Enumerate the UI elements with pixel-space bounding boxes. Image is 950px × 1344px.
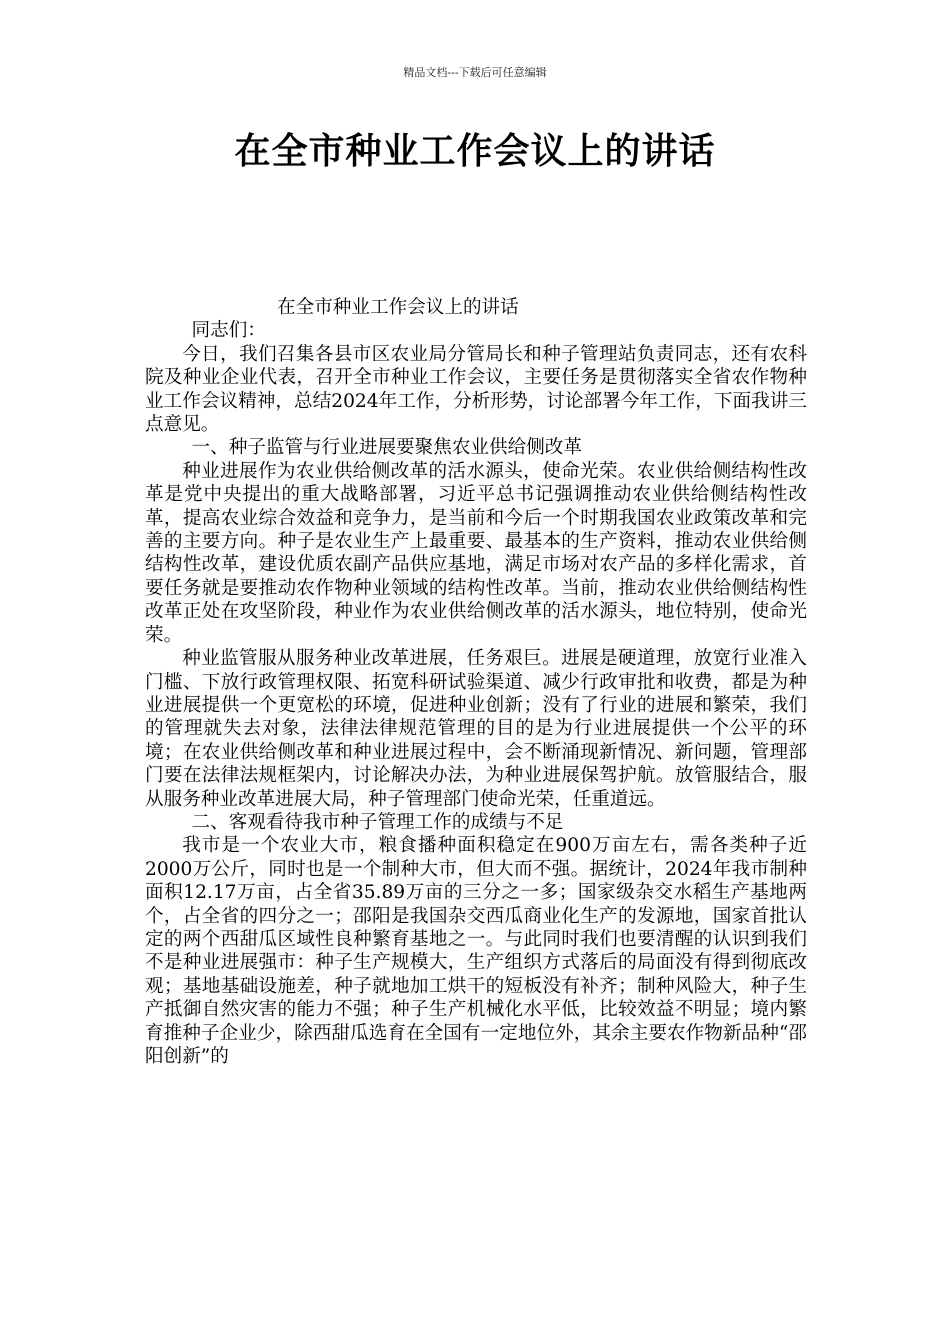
paragraph-city-seed-status: 我市是一个农业大市，粮食播种面积稳定在900万亩左右，需各类种子近2000万公斤，同时也是一个制种大市，但大而不强。据统计，2024年我市制种面积12.17万亩，占全省35.89万亩的三分之一多；国家级杂交水稻生产基地两个，占全省的四分之一；邵阳是我国杂交西瓜商业化生产的发源地，国家首批认定的两个西甜瓜区域性良种繁育基地之一。与此同时我们也要清醒的认识到我们不是种业进展强市：种子生产规模大，生产组织方式落后的局面没有得到彻底改观；基地基础设施差，种子就地加工烘干的短板没有补齐；制种风险大，种子生产抵御自然灾害的能力不强；种子生产机械化水平低，比较效益不明显；境内繁育推种子企业少，除西甜瓜选育在全国有一定地位外，其余主要农作物新品种“邵阳创新”的	[145, 835, 807, 1067]
header-note: 精品文档---下载后可任意编辑	[403, 66, 547, 79]
page-title: 在全市种业工作会议上的讲话	[234, 131, 716, 172]
speech-subtitle: 在全市种业工作会议上的讲话	[277, 297, 519, 318]
section-heading-2: 二、客观看待我市种子管理工作的成绩与不足	[191, 811, 564, 833]
section-heading-1: 一、种子监管与行业进展要聚焦农业供给侧改革	[191, 437, 582, 459]
salutation: 同志们：	[191, 320, 266, 342]
paragraph-intro: 今日，我们召集各县市区农业局分管局长和种子管理站负责同志，还有农科院及种业企业代表，召开全市种业工作会议，主要任务是贯彻落实全省农作物种业工作会议精神，总结2024年工作，分析形势，讨论部署今年工作，下面我讲三点意见。	[145, 343, 807, 436]
document-body	[145, 296, 807, 1068]
paragraph-supply-side-reform: 种业进展作为农业供给侧改革的活水源头，使命光荣。农业供给侧结构性改革是党中央提出的重大战略部署，习近平总书记强调推动农业供给侧结构性改革，提高农业综合效益和竞争力，是当前和今后一个时期我国农业政策改革和完善的主要方向。种子是农业生产上最重要、最基本的生产资料，推动农业供给侧结构性改革，建设优质农副产品供应基地，满足市场对农产品的多样化需求，首要任务就是要推动农作物种业领域的结构性改革。当前，推动农业供给侧结构性改革正处在攻坚阶段，种业作为农业供给侧改革的活水源头，地位特别，使命光荣。	[145, 460, 807, 646]
paragraph-seed-regulation: 种业监管服从服务种业改革进展，任务艰巨。进展是硬道理，放宽行业准入门槛、下放行政管理权限、拓宽科研试验渠道、减少行政审批和收费，都是为种业进展提供一个更宽松的环境，促进种业创新；没有了行业的进展和繁荣，我们的管理就失去对象，法律法律规范管理的目的是为行业进展提供一个公平的环境；在农业供给侧改革和种业进展过程中，会不断涌现新情况、新问题，管理部门要在法律法规框架内，讨论解决办法，为种业进展保驾护航。放管服结合，服从服务种业改革进展大局，种子管理部门使命光荣，任重道远。	[145, 648, 807, 810]
